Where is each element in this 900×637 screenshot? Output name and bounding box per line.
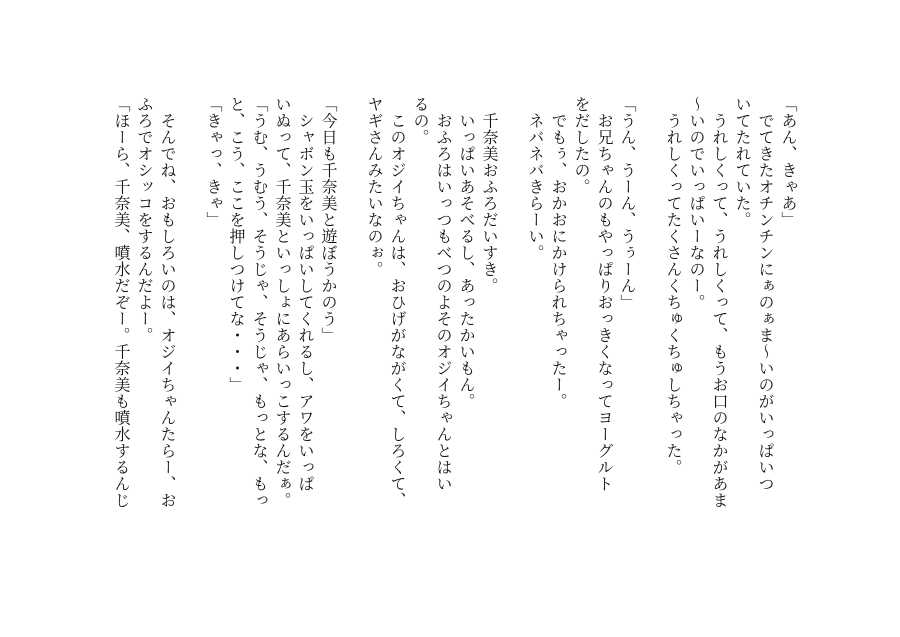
text-line: ヤギさんみたいなのぉ。: [365, 96, 384, 278]
text-line: このオジイちゃんは、おひげがながくて、しろくて、: [388, 96, 407, 509]
text-line: ふろでオシッコをするんだよー。: [135, 96, 154, 344]
text-line: るの。: [411, 96, 430, 146]
text-line: おふろはいっつもべつのよそのオジイちゃんとはい: [434, 96, 453, 492]
text-line: シャボン玉をいっぱいしてくれるし、アワをいっぱ: [296, 96, 315, 492]
text-line: いてたれていた。: [733, 96, 752, 228]
text-line: ネバネバきらーい。: [526, 96, 545, 261]
text-line: 「あん、きゃあ」: [779, 96, 798, 228]
text-line: 〜いのでいっぱいーなのー。: [687, 96, 706, 311]
text-line: 「うん、うーん、うぅーん」: [618, 96, 637, 311]
paragraph-gap: [179, 96, 202, 566]
paragraph-gap: [340, 96, 363, 566]
vertical-text-body: [110, 96, 800, 566]
text-line: でもぅ、おかおにかけられちゃったー。: [549, 96, 568, 410]
text-line: でてきたオチンチンにぁのぁま〜いのがいっぱいつ: [756, 96, 775, 492]
text-line: うれしくってたくさんくちゅくちゅしちゃった。: [664, 96, 683, 476]
text-line: 「うむ、うむう、そうじゃ、そうじゃ、もっとな、もっ: [250, 96, 269, 509]
text-line: いぬって、千奈美といっしょにあらいっこするんだぁ。: [273, 96, 292, 509]
paragraph-gap: [501, 96, 524, 566]
text-line: 「今日も千奈美と遊ぼうかのう」: [319, 96, 338, 344]
text-line: いっぱいあそべるし、あったかいもん。: [457, 96, 476, 410]
text-line: と、こう、ここを押しつけてな・・・」: [227, 96, 246, 393]
text-line: をだしたの。: [572, 96, 591, 195]
paragraph-gap: [639, 96, 662, 566]
text-line: 千奈美おふろだいすき。: [480, 96, 499, 294]
text-line: うれしくって、うれしくって、もうお口のなかがあま: [710, 96, 729, 509]
text-line: 「きゃっ、きゃ」: [204, 96, 223, 228]
text-line: お兄ちゃんのもやっぱりおっきくなってヨーグルト: [595, 96, 614, 492]
text-line: 「ほーら、千奈美、噴水だぞー。千奈美も噴水するんじ: [112, 96, 131, 509]
text-line: そんでね、おもしろいのは、オジイちゃんたらー、お: [158, 96, 177, 509]
